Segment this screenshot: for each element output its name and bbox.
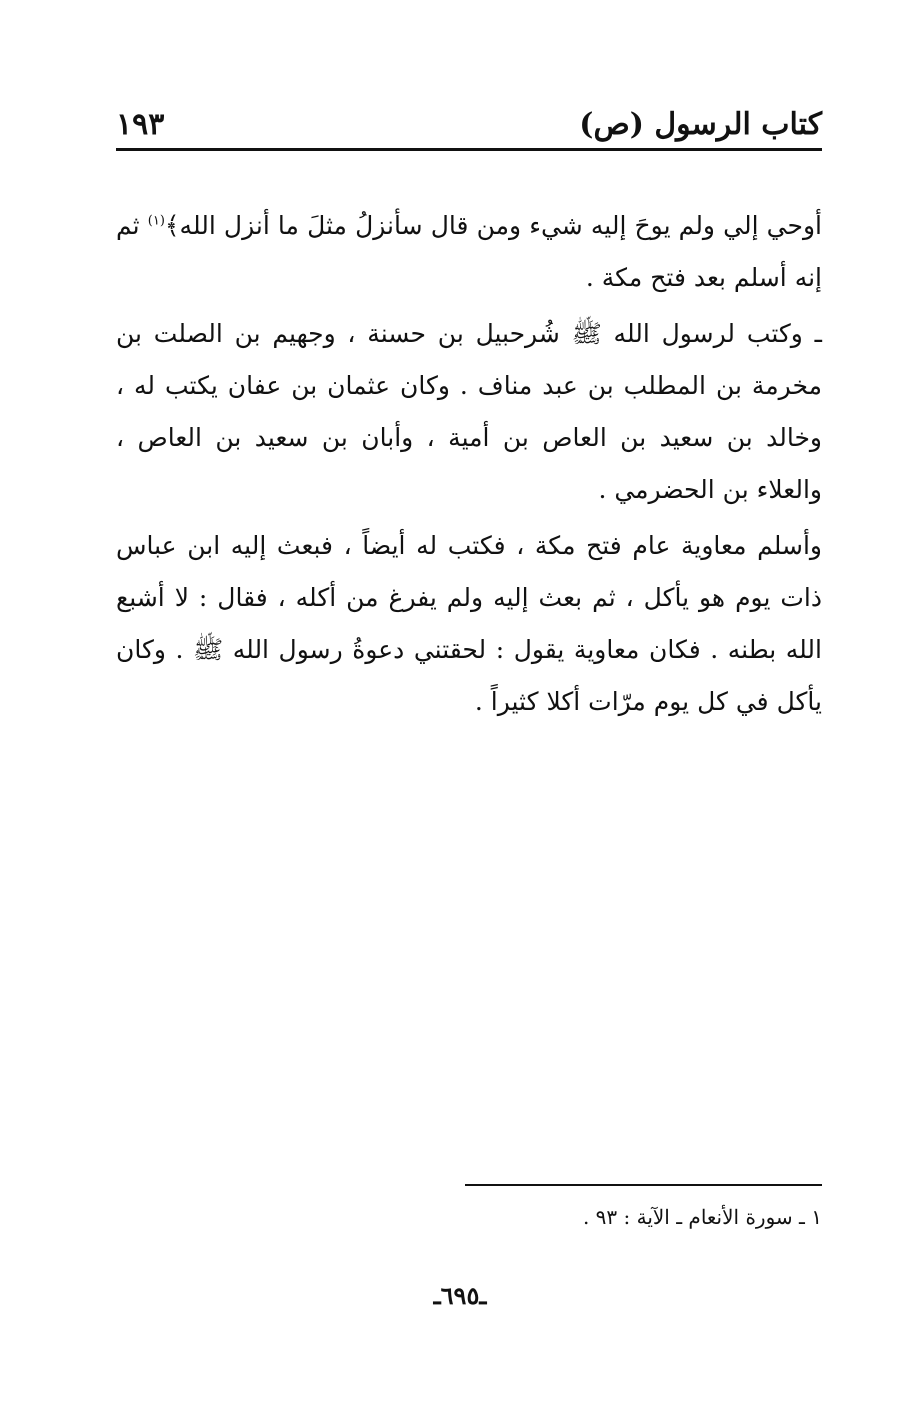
header-page-number: ١٩٣ xyxy=(116,107,165,142)
book-title: كتاب الرسول (ص) xyxy=(579,107,822,142)
paragraph-1-quote: أوحي إلي ولم يوحَ إليه شيء ومن قال سأنزلُ مثلَ ما أنزل الله﴾ xyxy=(164,211,822,240)
header-divider xyxy=(116,148,822,151)
main-text xyxy=(116,200,822,732)
footnote-marker: (١) xyxy=(147,213,165,229)
paragraph-3: وأسلم معاوية عام فتح مكة ، فكتب له أيضاً ، فبعث إليه ابن عباس ذات يوم هو يأكل ، ثم بعث إليه ولم يفرغ من أكله ، فقال : لا أشبع الله بطنه . فكان معاوية يقول : لحقتني دعوةُ رسول الله ﷺ . وكان يأكل في كل يوم مرّات أكلا كثيراً . xyxy=(116,531,822,716)
footnote: ١ ـ سورة الأنعام ـ الآية : ٩٣ . xyxy=(582,1205,822,1229)
page-folio: ـ٦٩٥ـ xyxy=(433,1281,487,1310)
paragraph-1-tail: ثم إنه أسلم بعد فتح مكة . xyxy=(116,211,822,292)
footnote-divider xyxy=(465,1184,822,1186)
paragraph-1 xyxy=(116,200,822,304)
running-header xyxy=(116,104,822,146)
paragraph-2: ـ وكتب لرسول الله ﷺ شُرحبيل بن حسنة ، وجهيم بن الصلت بن مخرمة بن المطلب بن عبد مناف . وكان عثمان بن عفان يكتب له ، وخالد بن سعيد بن العاص بن أمية ، وأبان بن سعيد بن العاص ، والعلاء بن الحضرمي . xyxy=(116,319,822,504)
